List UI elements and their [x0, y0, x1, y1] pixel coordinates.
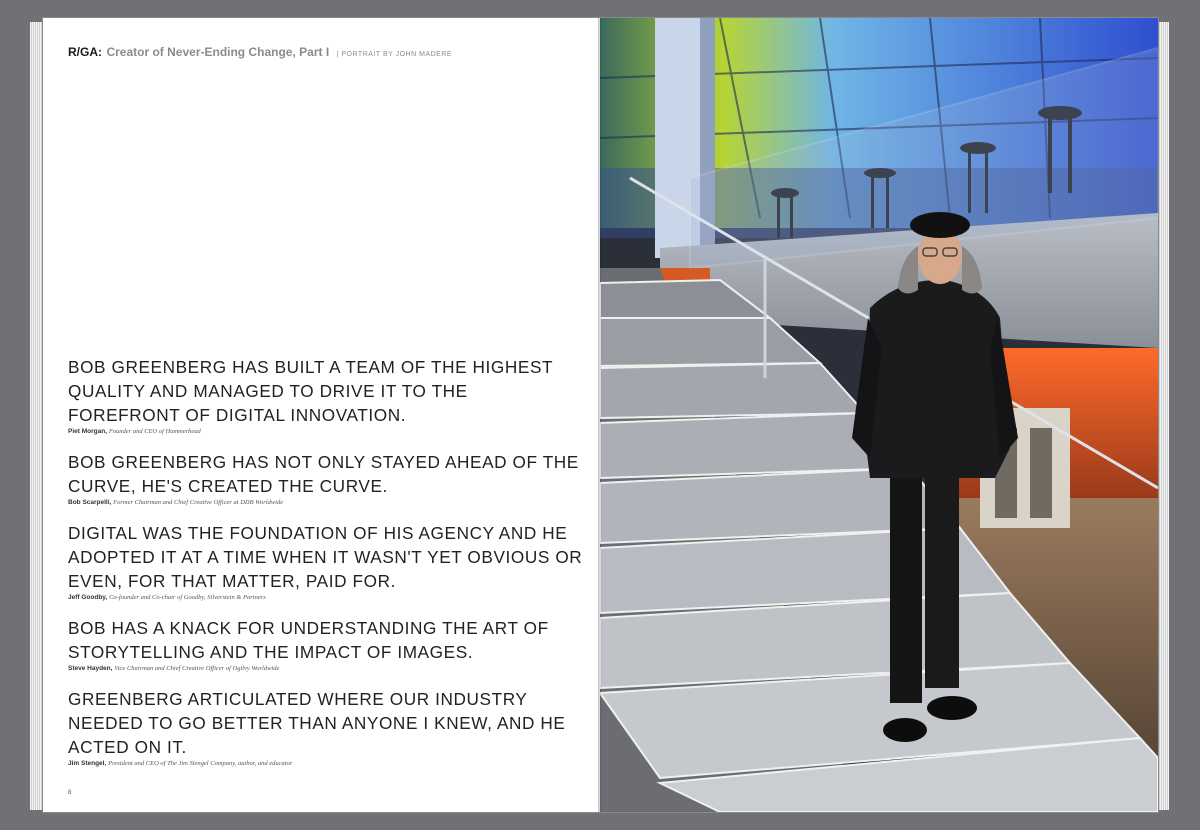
attribution-role: Former Chairman and Chief Creative Officer at DDB Worldwide	[113, 499, 284, 506]
gutter-shadow	[598, 18, 602, 812]
quote-attribution	[68, 428, 583, 436]
attribution-role: Vice Chairman and Chief Creative Officer of Ogilvy Worldwide	[114, 665, 280, 672]
attribution-role: Co-founder and Co-chair of Goodby, Silverstein & Partners	[109, 594, 266, 601]
quote-block	[68, 521, 583, 602]
running-head-brand: R/GA:	[68, 45, 102, 59]
left-page	[43, 18, 600, 812]
portrait-photo	[600, 18, 1158, 812]
book-edge-right	[1157, 22, 1169, 810]
quote-block	[68, 355, 583, 436]
book-edge-left	[30, 22, 44, 810]
quote-text: BOB GREENBERG HAS NOT ONLY STAYED AHEAD OF THE CURVE, HE'S CREATED THE CURVE.	[68, 452, 579, 496]
magazine-spread	[43, 18, 1158, 812]
attribution-role: Founder and CEO of Hammerhead	[108, 428, 201, 435]
attribution-name: Jim Stengel,	[68, 760, 107, 767]
attribution-name: Steve Hayden,	[68, 665, 113, 672]
quote-attribution	[68, 499, 583, 507]
attribution-role: President and CEO of The Jim Stengel Company, author, and educator	[108, 760, 293, 767]
quote-text: GREENBERG ARTICULATED WHERE OUR INDUSTRY NEEDED TO GO BETTER THAN ANYONE I KNEW, AND HE ACTED ON IT.	[68, 689, 566, 757]
page-number: 8	[68, 790, 72, 796]
attribution-name: Jeff Goodby,	[68, 594, 108, 601]
attribution-name: Piet Morgan,	[68, 428, 108, 435]
quote-attribution	[68, 760, 583, 768]
quote-text: BOB GREENBERG HAS BUILT A TEAM OF THE HIGHEST QUALITY AND MANAGED TO DRIVE IT TO THE FOREFRONT OF DIGITAL INNOVATION.	[68, 357, 553, 425]
quote-block	[68, 616, 583, 673]
quote-text: DIGITAL WAS THE FOUNDATION OF HIS AGENCY AND HE ADOPTED IT AT A TIME WHEN IT WASN'T YET OBVIOUS OR EVEN, FOR THAT MATTER, PAID FOR.	[68, 523, 583, 591]
quote-attribution	[68, 665, 583, 673]
running-head-title: Creator of Never-Ending Change, Part I	[106, 45, 330, 59]
quotes-list	[68, 355, 583, 782]
attribution-name: Bob Scarpelli,	[68, 499, 112, 506]
quote-attribution	[68, 594, 583, 602]
portrait-illustration	[600, 18, 1158, 812]
photo-credit-text: PORTRAIT BY JOHN MADERE	[341, 51, 453, 58]
quote-text: BOB HAS A KNACK FOR UNDERSTANDING THE ART OF STORYTELLING AND THE IMPACT OF IMAGES.	[68, 618, 549, 662]
running-head	[68, 43, 452, 61]
photo-credit: | PORTRAIT BY JOHN MADERE	[336, 51, 453, 58]
quote-block	[68, 687, 583, 768]
quote-block	[68, 450, 583, 507]
